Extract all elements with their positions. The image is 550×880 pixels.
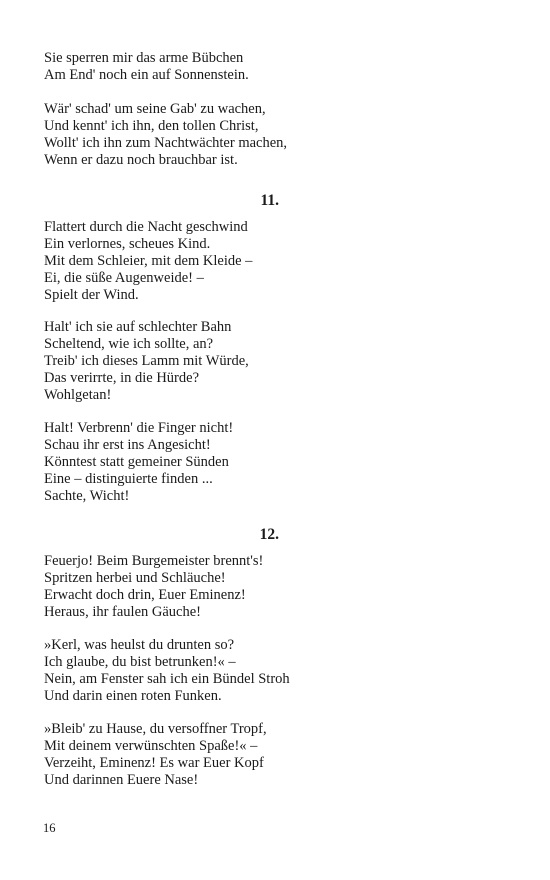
verse-line: Mit dem Schleier, mit dem Kleide – — [44, 252, 253, 269]
stanza — [44, 101, 344, 169]
verse-line: Nein, am Fenster sah ich ein Bündel Stroh — [44, 670, 290, 687]
stanza — [44, 637, 344, 705]
verse-line: Sachte, Wicht! — [44, 487, 130, 504]
verse-line: Ich glaube, du bist betrunken!« – — [44, 653, 236, 670]
verse-line: Wohlgetan! — [44, 386, 112, 403]
verse-line: Ei, die süße Augenweide! – — [44, 269, 204, 286]
stanza — [44, 319, 344, 404]
verse-line: Verzeiht, Eminenz! Es war Euer Kopf — [44, 754, 264, 771]
verse-line: »Kerl, was heulst du drunten so? — [44, 637, 235, 653]
verse-line: Erwacht doch drin, Euer Eminenz! — [44, 586, 246, 603]
verse-line: Das verirrte, in die Hürde? — [44, 369, 200, 386]
verse-line: Wenn er dazu noch brauchbar ist. — [44, 151, 238, 168]
verse-line: Mit deinem verwünschten Spaße!« – — [44, 737, 258, 754]
verse-line: Halt! Verbrenn' die Finger nicht! — [44, 420, 234, 436]
verse-line: Halt' ich sie auf schlechter Bahn — [44, 319, 232, 335]
verse-line: Und darin einen roten Funken. — [44, 687, 222, 704]
verse-line: Treib' ich dieses Lamm mit Würde, — [44, 352, 249, 369]
verse-line: Spritzen herbei und Schläuche! — [44, 569, 226, 586]
verse-line: Feuerjo! Beim Burgemeister brennt's! — [44, 553, 264, 569]
verse-line: Ein verlornes, scheues Kind. — [44, 235, 211, 252]
verse-line: Flattert durch die Nacht geschwind — [44, 219, 248, 235]
verse-line: Spielt der Wind. — [44, 286, 139, 303]
verse-line: Sie sperren mir das arme Bübchen — [44, 50, 244, 66]
verse-line: Am End' noch ein auf Sonnenstein. — [44, 66, 249, 83]
page-number: 16 — [43, 821, 56, 835]
verse-line: Und kennt' ich ihn, den tollen Christ, — [44, 117, 259, 134]
verse-line: Wär' schad' um seine Gab' zu wachen, — [44, 101, 266, 117]
verse-line: Wollt' ich ihn zum Nachtwächter machen, — [44, 134, 288, 151]
verse-line: Und darinnen Euere Nase! — [44, 771, 199, 788]
verse-line: Scheltend, wie ich sollte, an? — [44, 335, 214, 352]
stanza — [44, 50, 344, 84]
verse-line: Heraus, ihr faulen Gäuche! — [44, 603, 202, 620]
stanza — [44, 553, 344, 621]
stanza — [44, 721, 344, 789]
verse-line: Schau ihr erst ins Angesicht! — [44, 436, 211, 453]
verse-line: Eine – distinguierte finden ... — [44, 470, 213, 487]
poem-number: 12. — [259, 526, 279, 543]
poem-number: 11. — [260, 192, 279, 209]
verse-line: »Bleib' zu Hause, du versoffner Tropf, — [44, 721, 267, 737]
stanza — [44, 420, 344, 505]
stanza — [44, 219, 344, 304]
verse-line: Könntest statt gemeiner Sünden — [44, 453, 229, 470]
